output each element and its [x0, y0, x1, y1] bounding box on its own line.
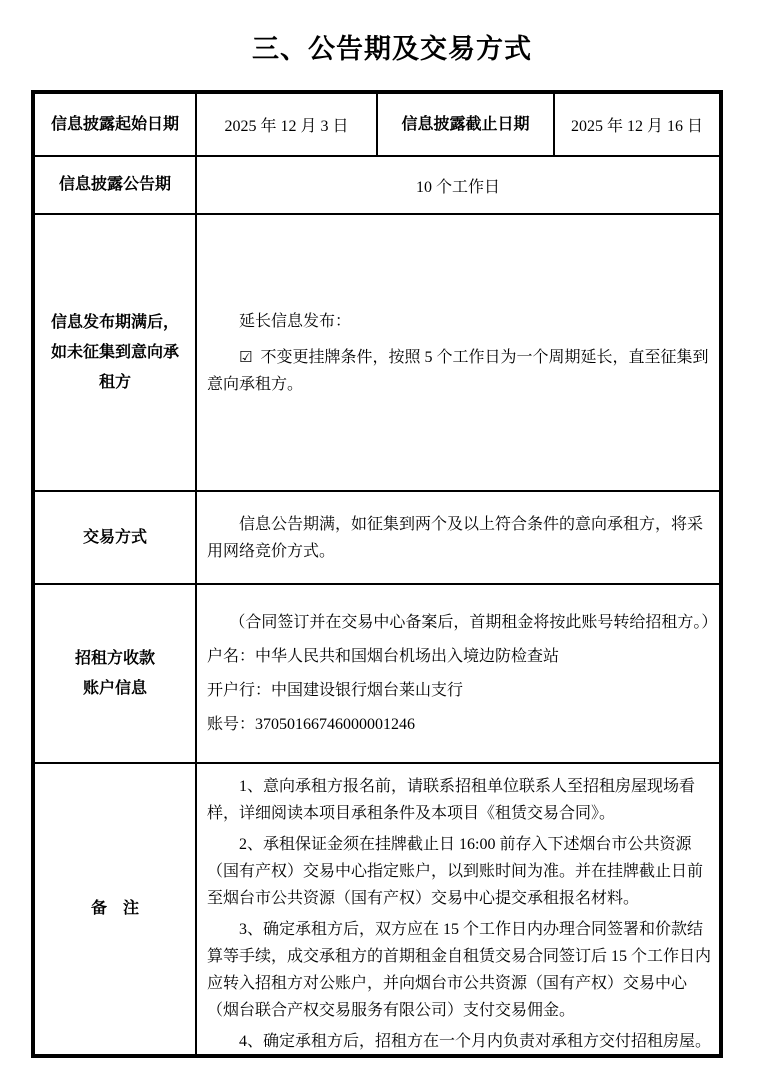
remarks-label: 备 注	[90, 900, 139, 917]
extension-label-line1: 信息发布期满后，	[50, 313, 179, 331]
disclosure-start-value: 2025 年 12 月 3 日	[195, 94, 376, 155]
trade-method-label: 交易方式	[82, 528, 147, 546]
table-row-trade-method	[35, 490, 719, 583]
account-number: 账号：37050166746000001246	[207, 716, 416, 733]
announcement-period-label: 信息披露公告期	[58, 176, 171, 193]
trade-method-text: 信息公告期满，如征集到两个及以上符合条件的意向承租方，将采用网络竞价方式。	[207, 515, 704, 560]
extension-label-line2: 如未征集到意向承	[50, 343, 179, 361]
remark-item-2: 2、承租保证金须在挂牌截止日 16:00 前存入下述烟台市公共资源（国有产权）交易中心指定账户，以到账时间为准。并在挂牌截止日前至烟台市公共资源（国有产权）交易中心提交承租报名材料。	[207, 836, 704, 907]
table-row-account-info	[35, 583, 719, 762]
extension-content	[195, 215, 719, 490]
disclosure-end-value: 2025 年 12 月 16 日	[553, 94, 719, 155]
extension-option-text: 不变更挂牌条件，按照 5 个工作日为一个周期延长，直至征集到意向承租方。	[207, 348, 709, 393]
trade-method-content	[195, 492, 719, 583]
disclosure-end-label: 信息披露截止日期	[376, 94, 553, 155]
extension-label-line3: 租方	[98, 373, 131, 391]
extension-option	[207, 344, 711, 398]
announcement-table	[31, 90, 723, 1058]
disclosure-start-label: 信息披露起始日期	[50, 115, 179, 133]
account-info-label-line1: 招租方收款	[74, 649, 155, 667]
extension-label	[35, 215, 195, 490]
section-title: 三、公告期及交易方式	[252, 34, 532, 64]
table-row-disclosure-dates	[35, 94, 719, 155]
remark-item-1: 1、意向承租方报名前，请联系招租单位联系人至招租房屋现场看样，详细阅读本项目承租条件及本项目《租赁交易合同》。	[207, 778, 696, 822]
account-bank: 开户行：中国建设银行烟台莱山支行	[207, 682, 464, 699]
remark-item-3: 3、确定承租方后，双方应在 15 个工作日内办理合同签署和价款结算等手续，成交承租方的首期租金自租赁交易合同签订后 15 个工作日内应转入招租方对公账户，并向烟台市公共资源（国有产权）交易中心（烟台联合产权交易服务有限公司）支付交易佣金。	[207, 921, 712, 1019]
account-info-content	[195, 585, 719, 762]
table-row-remarks	[35, 762, 719, 1054]
extension-intro: 延长信息发布：	[239, 312, 352, 330]
account-info-label-line2: 账户信息	[82, 679, 147, 697]
account-info-label	[35, 585, 195, 762]
remark-item-4: 4、确定承租方后，招租方在一个月内负责对承租方交付招租房屋。	[239, 1033, 712, 1050]
account-note: （合同签订并在交易中心备案后，首期租金将按此账号转给招租方。）	[229, 614, 718, 631]
remarks-content	[195, 764, 719, 1054]
table-row-extension	[35, 213, 719, 490]
checked-checkbox-icon: ☑	[239, 347, 253, 366]
account-holder: 户名：中华人民共和国烟台机场出入境边防检查站	[207, 648, 560, 665]
announcement-period-value: 10 个工作日	[195, 157, 719, 213]
table-row-announcement-period	[35, 155, 719, 213]
